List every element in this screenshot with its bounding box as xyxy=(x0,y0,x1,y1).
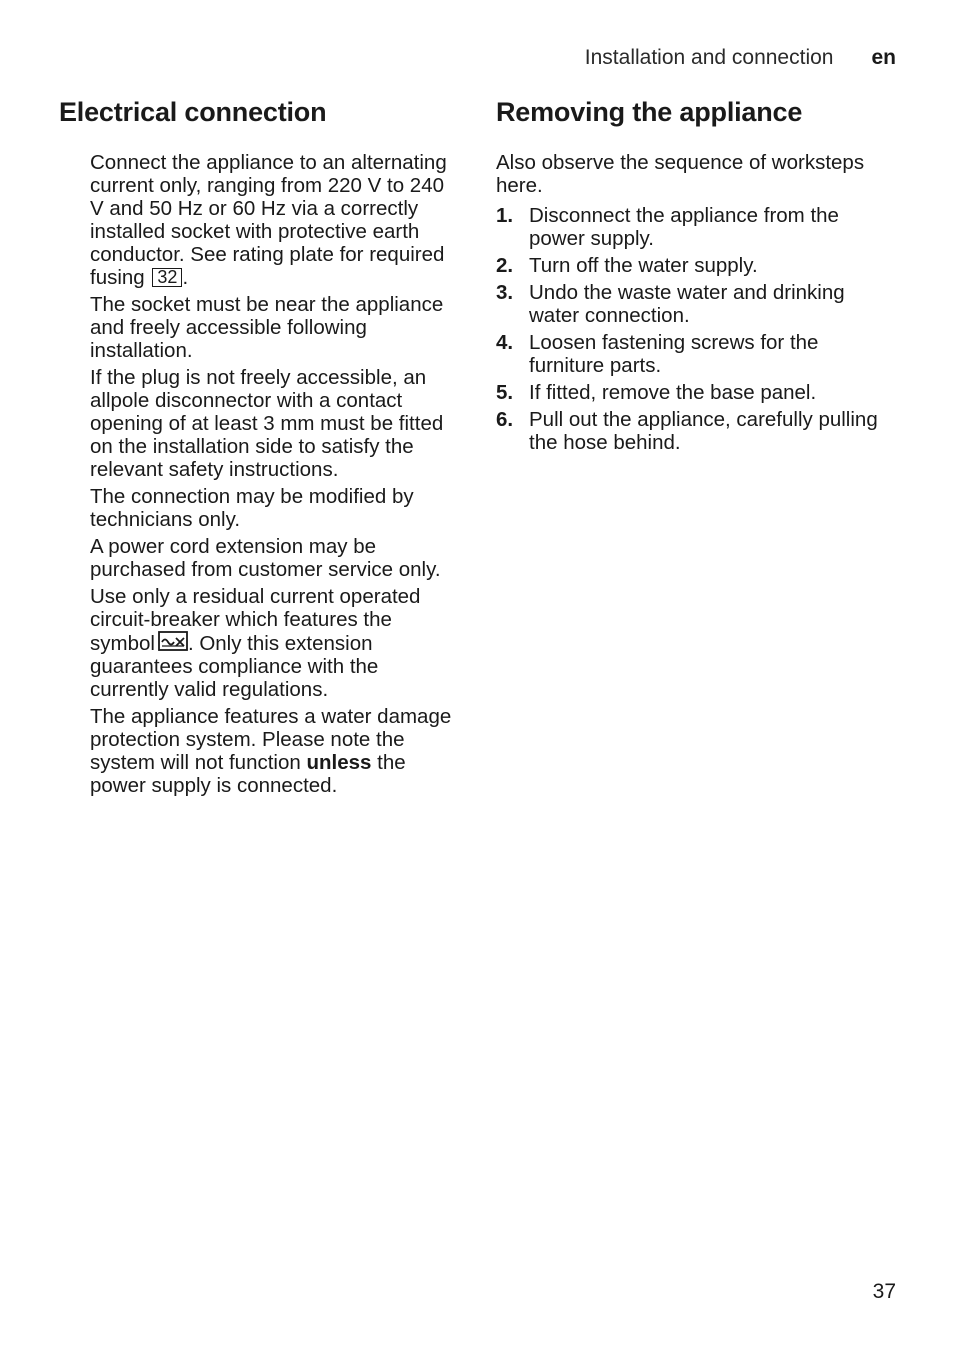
fusing-reference-box: 32 xyxy=(152,268,182,287)
electrical-paragraph-1-text: Connect the appliance to an alternating current only, ranging from 220 V to 240 V and 50 Hz or 60 Hz via a correctly installed socket with protective earth conductor. See rating plate for required fusing xyxy=(90,151,447,289)
electrical-paragraph-3: If the plug is not freely accessible, an allpole disconnector with a contact opening of at least 3 mm must be fitted on the installation side to satisfy the relevant safety instructions. xyxy=(90,366,444,481)
electrical-paragraph-4: The connection may be modified by technicians only. xyxy=(90,485,414,531)
residual-current-breaker-icon xyxy=(158,631,188,651)
header-section-title: Installation and connection xyxy=(584,46,834,69)
step-text: If fitted, remove the base panel. xyxy=(529,381,817,404)
electrical-paragraph-7-after: the power supply is connected. xyxy=(90,751,406,797)
electrical-connection-body xyxy=(90,151,459,797)
step-text: Disconnect the appliance from the power supply. xyxy=(529,204,839,250)
electrical-paragraph-2: The socket must be near the appliance and freely accessible following installation. xyxy=(90,293,444,362)
removing-appliance-section xyxy=(496,94,896,458)
step-text: Undo the waste water and drinking water connection. xyxy=(529,281,845,327)
electrical-paragraph-6-after: . Only this extension guarantees compliance with the currently valid regulations. xyxy=(90,632,379,701)
removing-intro: Also observe the sequence of worksteps here. xyxy=(496,151,865,197)
electrical-paragraph-7-before: The appliance features a water damage protection system. Please note the system will not function xyxy=(90,705,452,774)
step-text: Pull out the appliance, carefully pulling the hose behind. xyxy=(529,408,878,454)
step-number: 6. xyxy=(496,408,514,431)
header-language: en xyxy=(871,46,896,69)
electrical-paragraph-7 xyxy=(90,705,459,797)
list-item xyxy=(496,381,896,404)
electrical-paragraph-6-before: Use only a residual current operated circuit-breaker which features the symbol xyxy=(90,585,421,655)
step-number: 3. xyxy=(496,281,514,304)
removing-appliance-heading: Removing the appliance xyxy=(496,97,803,127)
step-number: 2. xyxy=(496,254,514,277)
list-item xyxy=(496,281,896,327)
electrical-paragraph-7-emphasis: unless xyxy=(306,751,372,774)
step-number: 5. xyxy=(496,381,514,404)
step-text: Turn off the water supply. xyxy=(529,254,758,277)
electrical-paragraph-1 xyxy=(90,151,459,289)
list-item xyxy=(496,254,896,277)
removal-steps-list xyxy=(496,204,896,454)
step-number: 1. xyxy=(496,204,514,227)
electrical-connection-heading: Electrical connection xyxy=(59,97,327,127)
page-header xyxy=(585,44,896,72)
step-number: 4. xyxy=(496,331,514,354)
list-item xyxy=(496,408,896,454)
page-number: 37 xyxy=(872,1280,896,1303)
removing-appliance-body xyxy=(496,151,896,454)
electrical-paragraph-5: A power cord extension may be purchased from customer service only. xyxy=(90,535,441,581)
step-text: Loosen fastening screws for the furniture parts. xyxy=(529,331,819,377)
electrical-connection-section xyxy=(59,94,459,801)
list-item xyxy=(496,204,896,250)
list-item xyxy=(496,331,896,377)
electrical-paragraph-6 xyxy=(90,585,459,701)
electrical-paragraph-1-end: . xyxy=(182,266,189,289)
